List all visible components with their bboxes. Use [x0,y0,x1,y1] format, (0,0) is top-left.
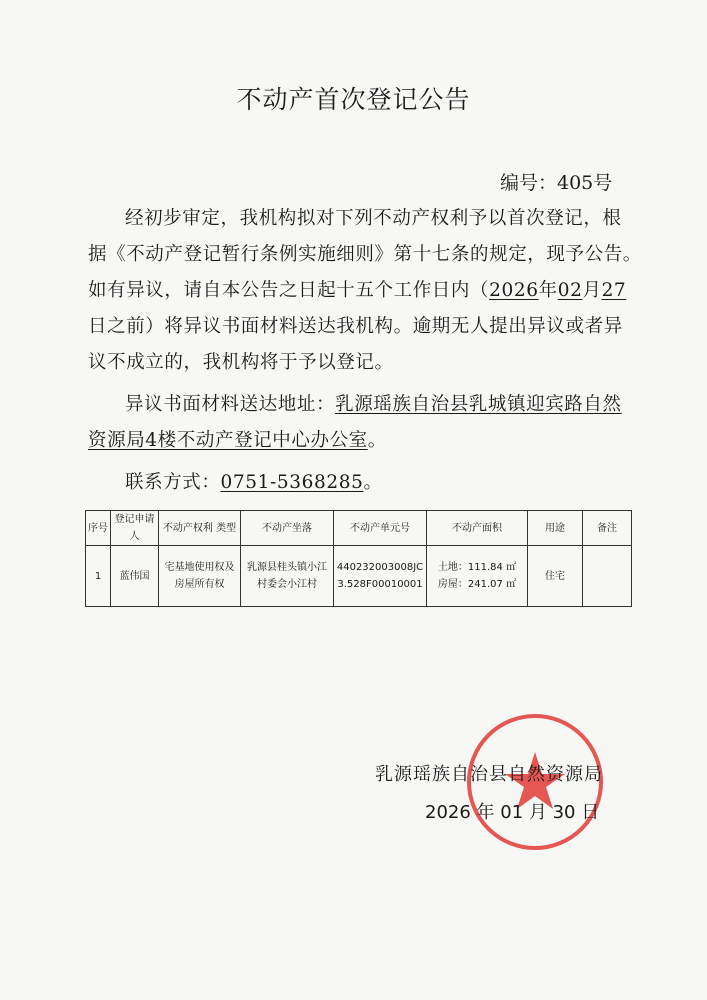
cell-right-type: 宅基地使用权及房屋所有权 [159,546,241,607]
cell-no: 1 [86,546,111,607]
col-header: 不动产面积 [427,511,528,546]
document-number: 编号：405号 [500,172,613,194]
punctuation: 。 [367,430,387,451]
cell-applicant: 蓝伟国 [111,546,159,607]
body-line: 日之前）将异议书面材料送达我机构。逾期无人提出异议或者异 [88,316,623,337]
address-line-1: 乳源瑶族自治县乳城镇迎宾路自然 [335,394,622,415]
area-land: 土地：111.84 ㎡ [437,562,517,573]
deadline-year: 2026 [489,280,539,301]
cell-area [427,546,528,607]
year-unit: 年 [538,280,558,301]
cell-use: 住宅 [528,546,583,607]
col-header: 用途 [528,511,583,546]
contact-label: 联系方式： [125,472,221,493]
month-unit: 月 [582,280,602,301]
body-text: 如有异议，请自本公告之日起十五个工作日内（ [88,280,490,301]
col-header: 登记申请人 [111,511,159,546]
address-line-2: 资源局4楼不动产登记中心办公室 [88,430,368,451]
col-header: 不动产单元号 [334,511,427,546]
contact-phone: 0751-5368285 [220,472,364,493]
property-table [85,510,632,607]
col-header: 不动产权利 类型 [159,511,241,546]
body-line [125,390,660,416]
body-line [88,426,623,452]
cell-location: 乳源县桂头镇小江村委会小江村 [241,546,334,607]
punctuation: 。 [363,472,383,493]
table-header-row [86,511,632,546]
address-label: 异议书面材料送达地址： [125,394,336,415]
col-header: 备注 [583,511,632,546]
body-line: 议不成立的，我机构将于予以登记。 [88,352,394,373]
contact-line [125,468,660,494]
cell-unit-no: 440232003008JC3.528F00010001 [334,546,427,607]
issuing-organization: 乳源瑶族自治县自然资源局 [375,764,603,785]
area-house: 房屋：241.07 ㎡ [437,579,517,590]
cell-remark [583,546,632,607]
deadline-day: 27 [601,280,627,301]
body-line [88,276,627,302]
page-title: 不动产首次登记公告 [236,85,471,114]
col-header: 不动产坐落 [241,511,334,546]
col-header: 序号 [86,511,111,546]
issue-date: 2026 年 01 月 30 日 [425,802,600,823]
deadline-month: 02 [557,280,583,301]
body-line: 经初步审定，我机构拟对下列不动产权利予以首次登记，根 [125,208,622,229]
body-line: 据《不动产登记暂行条例实施细则》第十七条的规定，现予公告。 [88,244,642,265]
table-row [86,546,632,607]
